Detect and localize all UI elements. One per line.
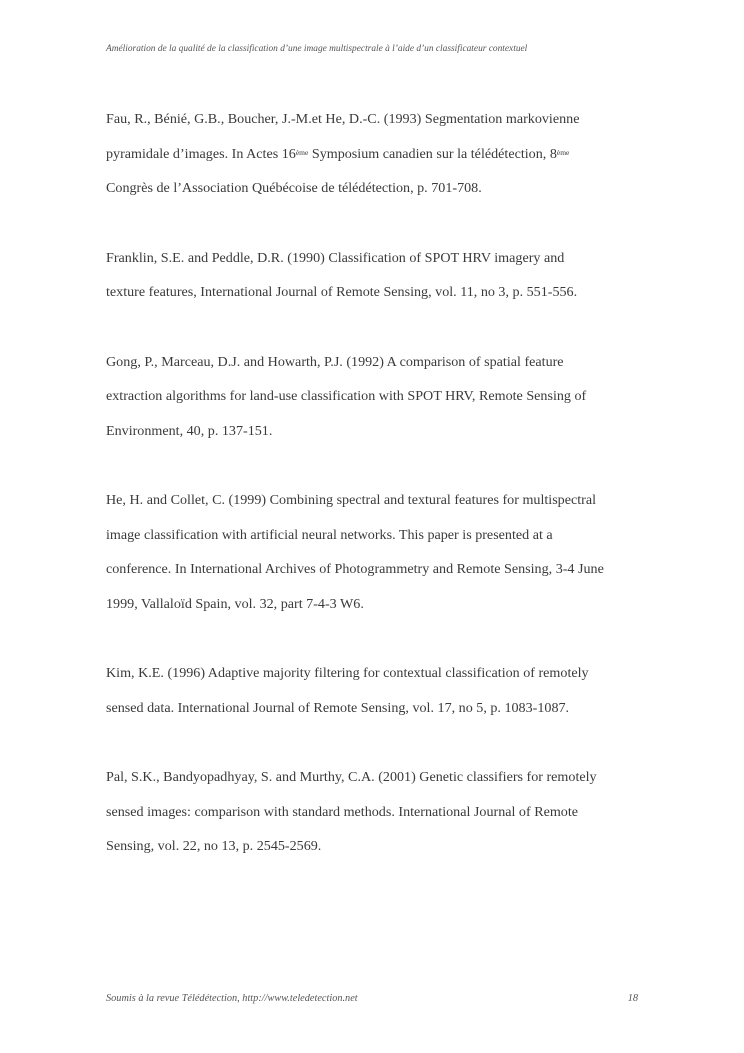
reference-text: Congrès de l’Association Québécoise de télédétection, p. 701-708.	[106, 180, 482, 196]
reference-text: sensed images: comparison with standard methods. International Journal of Remote	[106, 803, 579, 820]
reference-text: conference. In International Archives of Photogrammetry and Remote Sensing, 3-4 June	[106, 561, 604, 577]
reference-line	[106, 483, 646, 518]
reference-line	[106, 171, 646, 206]
superscript: ème	[295, 147, 309, 157]
reference-text: Symposium canadien sur la télédétection, 8	[308, 145, 557, 162]
reference-line	[106, 275, 646, 310]
reference-line	[106, 345, 646, 380]
reference-text: 1999, Vallaloïd Spain, vol. 32, part 7-4-3 W6.	[106, 595, 364, 612]
reference-line	[106, 587, 646, 622]
reference-line	[106, 552, 646, 587]
reference-text: image classification with artificial neural networks. This paper is presented at a	[106, 526, 553, 543]
reference-line	[106, 795, 646, 830]
reference-list	[106, 102, 646, 899]
reference-text: He, H. and Collet, C. (1999) Combining spectral and textural features for multispectral	[106, 492, 597, 508]
reference-line	[106, 102, 646, 137]
reference-text: pyramidale d’images. In Actes 16	[106, 145, 296, 162]
footer-source: Soumis à la revue Télédétection, http://www.teledetection.net	[106, 993, 358, 1004]
reference-entry	[106, 241, 646, 310]
reference-line	[106, 414, 646, 449]
reference-line	[106, 241, 646, 276]
reference-text: sensed data. International Journal of Remote Sensing, vol. 17, no 5, p. 1083-1087.	[106, 699, 570, 716]
reference-text: extraction algorithms for land-use classification with SPOT HRV, Remote Sensing of	[106, 388, 587, 404]
reference-entry	[106, 345, 646, 449]
reference-text: Kim, K.E. (1996) Adaptive majority filtering for contextual classification of remotely	[106, 665, 589, 681]
superscript: ème	[556, 147, 570, 157]
reference-text: Pal, S.K., Bandyopadhyay, S. and Murthy, C.A. (2001) Genetic classifiers for remotely	[106, 769, 597, 785]
reference-text: Sensing, vol. 22, no 13, p. 2545-2569.	[106, 838, 322, 854]
reference-entry	[106, 102, 646, 206]
reference-entry	[106, 760, 646, 864]
reference-line	[106, 656, 646, 691]
reference-text: Environment, 40, p. 137-151.	[106, 422, 273, 439]
reference-line	[106, 691, 646, 726]
reference-line	[106, 760, 646, 795]
reference-entry	[106, 483, 646, 621]
page-number: 18	[627, 993, 638, 1004]
reference-text: Franklin, S.E. and Peddle, D.R. (1990) Classification of SPOT HRV imagery and	[106, 249, 565, 266]
reference-text: Fau, R., Bénié, G.B., Boucher, J.-M.et He, D.-C. (1993) Segmentation markovienne	[106, 111, 580, 127]
reference-line	[106, 137, 646, 172]
reference-line	[106, 829, 646, 864]
running-header: Amélioration de la qualité de la classification d’une image multispectrale à l’aide d’un classificateur contextuel	[106, 44, 528, 54]
reference-entry	[106, 656, 646, 725]
reference-text: Gong, P., Marceau, D.J. and Howarth, P.J. (1992) A comparison of spatial feature	[106, 353, 564, 370]
reference-line	[106, 379, 646, 414]
reference-line	[106, 518, 646, 553]
reference-text: texture features, International Journal of Remote Sensing, vol. 11, no 3, p. 551-556.	[106, 284, 578, 300]
